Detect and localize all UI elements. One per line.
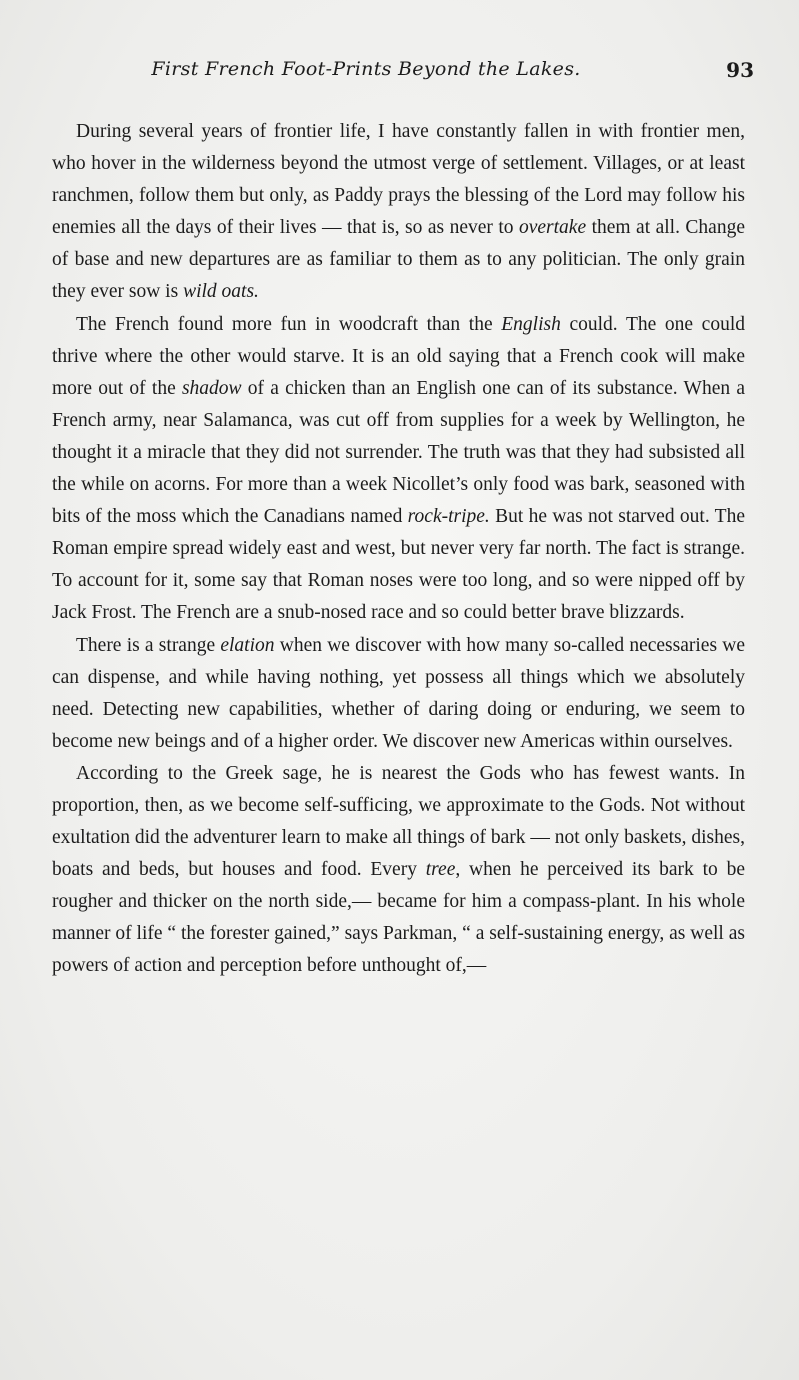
italic-segment: wild oats.: [183, 281, 259, 303]
text-segment: when we discover with how many so-called necessaries we can dispense, and while having nothing, yet possess all things which we absolutely need. Detecting new capabilities, whether of daring doing or enduring, we seem to become new beings and of a higher order. We discover new Americas within ourselves.: [52, 634, 746, 752]
paragraph: [52, 309, 745, 630]
italic-segment: English: [501, 313, 561, 335]
text-segment: them at all. Change of base and new departures are as familiar to them as to any politician. The only grain they ever sow is: [52, 217, 745, 303]
text-segment: During several years of frontier life, I have constantly fallen in with frontier men, who hover in the wilderness beyond the utmost verge of settlement. Villages, or at least ranchmen, follow them but only, as Paddy prays the blessing of the Lord may follow his enemies all the days of their lives — that is, so as never to: [52, 121, 745, 239]
running-title: First French Foot-Prints Beyond the Lakes.: [151, 58, 581, 80]
text-segment: But he was not starved out. The Roman empire spread widely east and west, but never very far north. The fact is strange. To account for it, some say that Roman noses were too long, and so were nipped off by Jack Frost. The French are a snub-nosed race and so could better brave blizzards.: [52, 506, 745, 624]
page-header: [48, 58, 754, 88]
paragraph: [52, 116, 745, 309]
text-segment: of a chicken than an English one can of its substance. When a French army, near Salamanca, was cut off from supplies for a week by Wellington, he thought it a miracle that they did not surrender. The truth was that they had subsisted all the while on acorns. For more than a week Nicollet’s only food was bark, seasoned with bits of the moss which the Canadians named: [52, 377, 745, 528]
paragraph: [52, 630, 745, 758]
text-segment: , when he perceived its bark to be rougher and thicker on the north side,— became for him a compass-plant. In his whole manner of life “ the forester gained,” says Parkman, “ a self-sustaining energy, as well as powers of action and perception before unthought of,—: [52, 859, 745, 977]
italic-segment: overtake: [518, 217, 587, 239]
italic-segment: rock-tripe.: [407, 506, 490, 528]
paragraph: [52, 758, 745, 983]
text-segment: The French found more fun in woodcraft than the: [76, 313, 502, 335]
text-segment: could. The one could thrive where the other would starve. It is an old saying that a French cook will make more out of the: [52, 313, 745, 399]
italic-segment: shadow: [181, 377, 242, 399]
text-segment: There is a strange: [76, 634, 221, 656]
italic-segment: elation: [220, 634, 275, 656]
body-text: [52, 116, 745, 983]
page-number: 93: [726, 58, 754, 82]
italic-segment: tree: [425, 859, 456, 881]
text-segment: According to the Greek sage, he is nearest the Gods who has fewest wants. In proportion, then, as we become self-sufficing, we approximate to the Gods. Not without exultation did the adventurer learn to make all things of bark — not only baskets, dishes, boats and beds, but houses and food. Every: [52, 762, 745, 881]
